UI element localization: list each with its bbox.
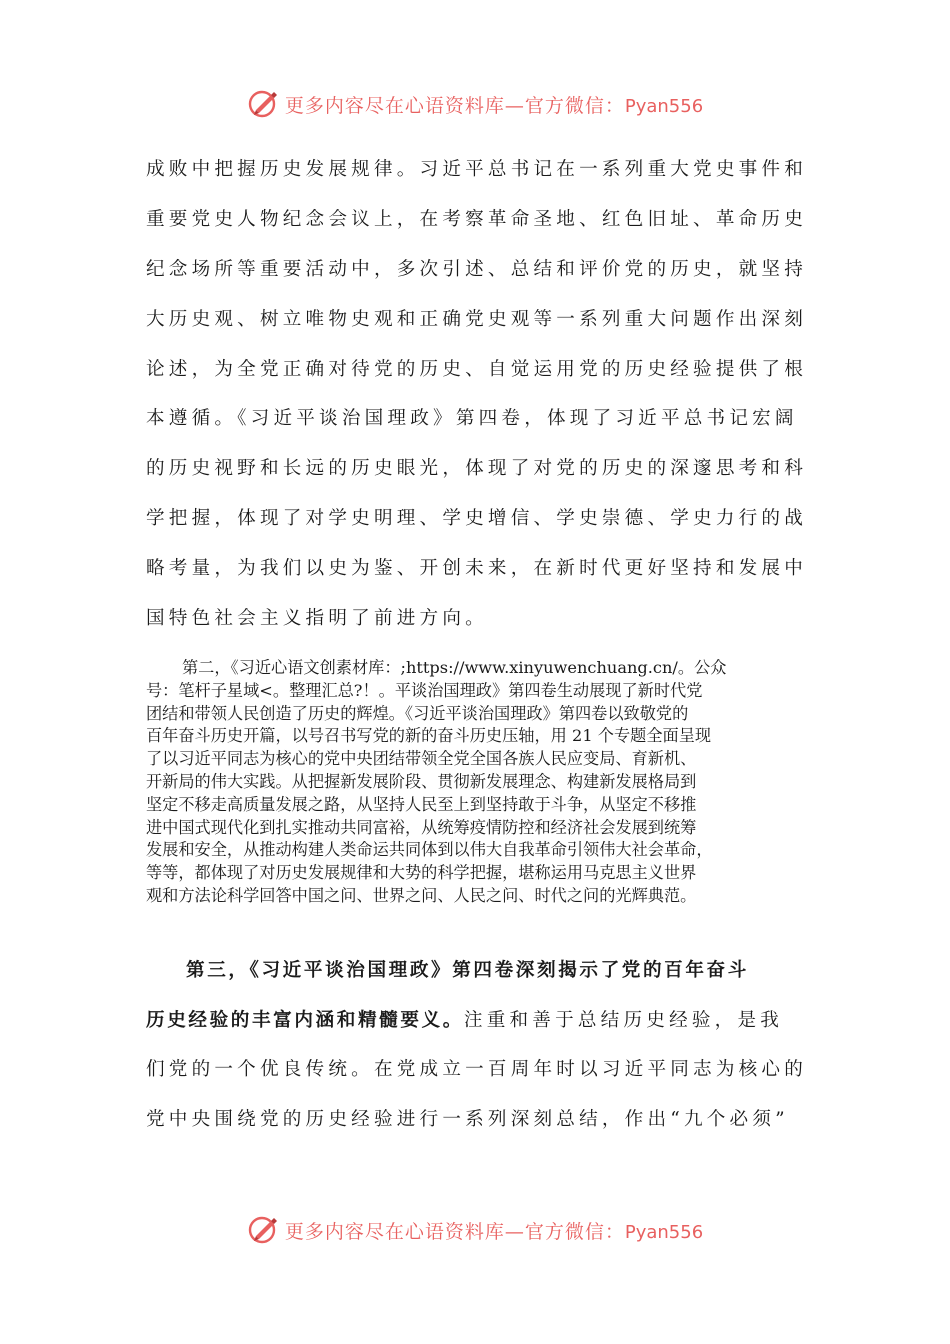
paragraph-2 <box>146 657 810 908</box>
header-banner <box>0 84 950 124</box>
paragraph-3-heading-cont: 历史经验的丰富内涵和精髓要义。 <box>146 1009 464 1031</box>
footer-banner-text <box>285 1217 703 1244</box>
paragraph-2-line: 观和方法论科学回答中国之问、世界之问、人民之问、时代之问的光辉典范。 <box>146 885 697 905</box>
paragraph-1-line: 论述，为全党正确对待党的历史、自觉运用党的历史经验提供了根 <box>146 358 808 380</box>
footer-wechat-id: Pyan556 <box>624 1221 704 1243</box>
paragraph-1-line: 纪念场所等重要活动中，多次引述、总结和评价党的历史，就坚持 <box>146 258 808 280</box>
paragraph-1-line: 成败中把握历史发展规律。习近平总书记在一系列重大党史事件和 <box>146 159 808 180</box>
pen-logo-icon <box>247 87 281 121</box>
paragraph-3-line: 党中央围绕党的历史经验进行一系列深刻总结，作出“九个必须” <box>146 1108 789 1130</box>
paragraph-1-line: 的历史视野和长远的历史眼光，体现了对党的历史的深邃思考和科 <box>146 458 808 480</box>
paragraph-2-line: 第二，《习近心语文创素材库：;https://www.xinyuwenchuang.cn/。公众 <box>182 658 727 677</box>
paragraph-2-line: 团结和带领人民创造了历史的辉煌。《习近平谈治国理政》第四卷以致敬党的 <box>146 703 689 723</box>
paragraph-3-line: 们党的一个优良传统。在党成立一百周年时以习近平同志为核心的 <box>146 1059 808 1081</box>
header-banner-label: 更多内容尽在心语资料库—官方微信： <box>284 94 625 117</box>
paragraph-2-line: 号：笔杆子星域<。整理汇总?！。平谈治国理政》第四卷生动展现了新时代党 <box>146 680 703 700</box>
paragraph-1-line: 国特色社会主义指明了前进方向。 <box>146 608 488 630</box>
paragraph-2-line: 百年奋斗历史开篇，以号召书写党的新的奋斗历史压轴，用 21 个专题全面呈现 <box>146 726 712 746</box>
paragraph-3 <box>146 951 810 1149</box>
paragraph-1-line: 大历史观、树立唯物史观和正确党史观等一系列重大问题作出深刻 <box>146 308 808 330</box>
footer-banner <box>0 1210 950 1250</box>
paragraph-1-line: 本遵循。《习近平谈治国理政》第四卷，体现了习近平总书记宏阔 <box>146 408 798 430</box>
paragraph-2-line: 了以习近平同志为核心的党中央团结带领全党全国各族人民应变局、育新机、 <box>146 749 697 769</box>
paragraph-3-line <box>146 951 810 1001</box>
paragraph-3-text: 注重和善于总结历史经验，是我 <box>463 1009 784 1031</box>
paragraph-2-line: 等等，都体现了对历史发展规律和大势的科学把握，堪称运用马克思主义世界 <box>146 863 697 883</box>
paragraph-2-line: 坚定不移走高质量发展之路，从坚持人民至上到坚持敢于斗争，从坚定不移推 <box>146 794 697 814</box>
pen-logo-icon <box>247 1213 281 1247</box>
paragraph-2-line: 开新局的伟大实践。从把握新发展阶段、贯彻新发展理念、构建新发展格局到 <box>146 771 697 791</box>
paragraph-1-line: 略考量，为我们以史为鉴、开创未来，在新时代更好坚持和发展中 <box>146 558 808 580</box>
header-banner-text <box>285 91 703 118</box>
header-wechat-id: Pyan556 <box>624 95 704 117</box>
paragraph-2-line: 发展和安全，从推动构建人类命运共同体到以伟大自我革命引领伟大社会革命， <box>146 840 713 860</box>
paragraph-1 <box>146 150 810 649</box>
paragraph-1-line: 重要党史人物纪念会议上，在考察革命圣地、红色旧址、革命历史 <box>146 208 808 230</box>
footer-banner-label: 更多内容尽在心语资料库—官方微信： <box>284 1220 625 1243</box>
paragraph-3-line <box>146 1001 810 1051</box>
paragraph-1-line: 学把握，体现了对学史明理、学史增信、学史崇德、学史力行的战 <box>146 508 808 530</box>
paragraph-2-line: 进中国式现代化到扎实推动共同富裕，从统筹疫情防控和经济社会发展到统筹 <box>146 817 697 837</box>
paragraph-3-heading: 第三，《习近平谈治国理政》第四卷深刻揭示了党的百年奋斗 <box>186 960 749 981</box>
